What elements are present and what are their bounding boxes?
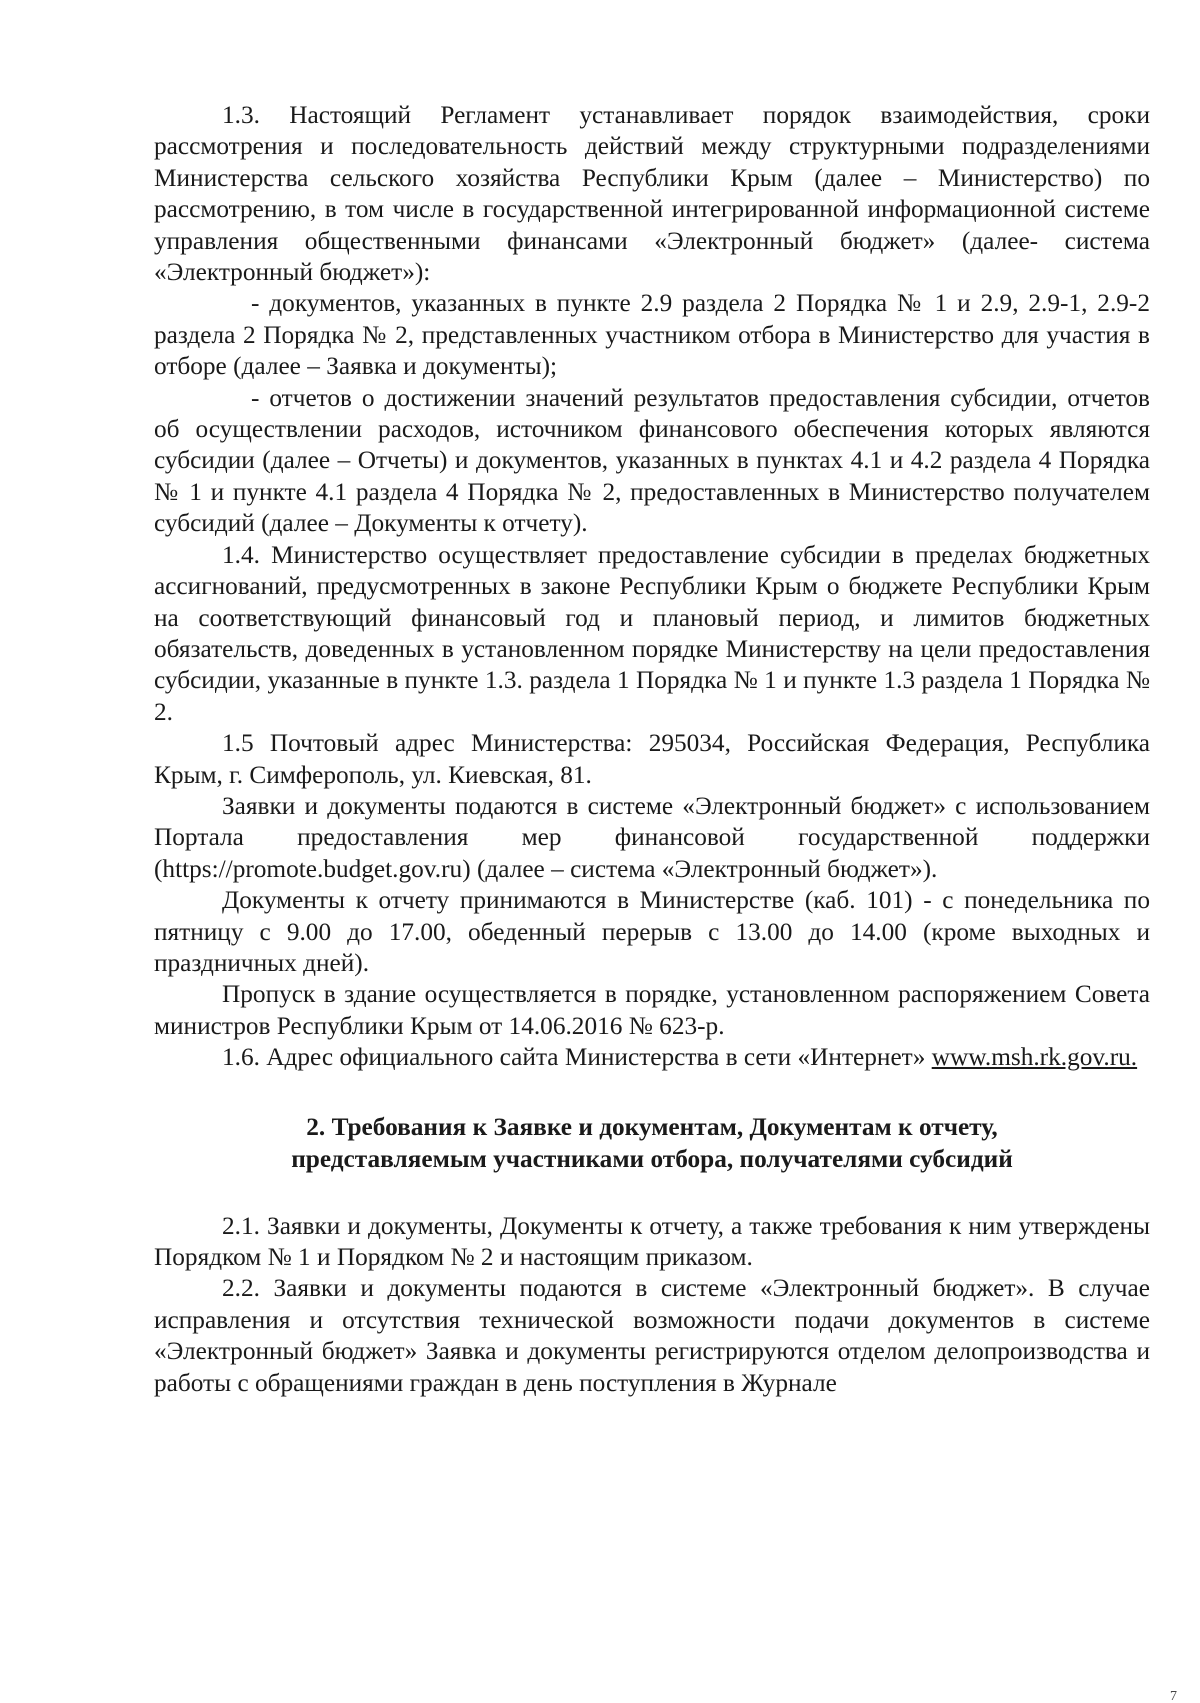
- paragraph-1-5-submission: Заявки и документы подаются в системе «Электронный бюджет» с использованием Портала предоставления мер финансовой государственной поддержки (https://promote.budget.gov.ru) (далее – система «Электронный бюджет»).: [154, 791, 1150, 883]
- paragraph-1-3: 1.3. Настоящий Регламент устанавливает порядок взаимодействия, сроки рассмотрения и последовательность действий между структурными подразделениями Министерства сельского хозяйства Республики Крым (далее – Министерство) по рассмотрению, в том числе в государственной интегрированной информационной системе управления общественными финансами «Электронный бюджет» (далее- система «Электронный бюджет»):: [154, 101, 1150, 287]
- paragraph-1-3-item-b: - отчетов о достижении значений результатов предоставления субсидии, отчетов об осуществлении расходов, источником финансового обеспечения которых являются субсидии (далее – Отчеты) и документов, указанных в пунктах 4.1 и 4.2 раздела 4 Порядка № 1 и пункте 4.1 раздела 4 Порядка № 2, предоставленных в Министерство получателем субсидий (далее – Документы к отчету).: [154, 383, 1150, 538]
- paragraph-1-6-text: 1.6. Адрес официального сайта Министерства в сети «Интернет»: [222, 1043, 926, 1072]
- paragraph-2-1: 2.1. Заявки и документы, Документы к отчету, а также требования к ним утверждены Порядком № 1 и Порядком № 2 и настоящим приказом.: [154, 1211, 1150, 1271]
- paragraph-1-4: 1.4. Министерство осуществляет предоставление субсидии в пределах бюджетных ассигнований, предусмотренных в законе Республики Крым о бюджете Республики Крым на соответствующий финансовый год и плановый период, и лимитов бюджетных обязательств, доведенных в установленном порядке Министерству на цели предоставления субсидии, указанные в пункте 1.3. раздела 1 Порядка № 1 и пункте 1.3 раздела 1 Порядка № 2.: [154, 540, 1150, 726]
- paragraph-2-2: 2.2. Заявки и документы подаются в системе «Электронный бюджет». В случае исправления и отсутствия технической возможности подачи документов в системе «Электронный бюджет» Заявка и документы регистрируются отделом делопроизводства и работы с обращениями граждан в день поступления в Журнале: [154, 1274, 1150, 1397]
- section-2-heading: [154, 1111, 1150, 1175]
- document-page: [154, 100, 1150, 1399]
- paragraph-1-5-access: Пропуск в здание осуществляется в порядке, установленном распоряжением Совета министров Республики Крым от 14.06.2016 № 623-р.: [154, 980, 1150, 1040]
- paragraph-1-6: [154, 1042, 1150, 1073]
- paragraph-1-5-hours: Документы к отчету принимаются в Министерстве (каб. 101) - с понедельника по пятницу с 9.00 до 17.00, обеденный перерыв с 13.00 до 14.00 (кроме выходных и праздничных дней).: [154, 886, 1150, 977]
- paragraph-1-3-item-a: - документов, указанных в пункте 2.9 раздела 2 Порядка № 1 и 2.9, 2.9-1, 2.9-2 раздела 2 Порядка № 2, представленных участником отбора в Министерство для участия в отборе (далее – Заявка и документы);: [154, 289, 1150, 381]
- website-link[interactable]: www.msh.rk.gov.ru.: [931, 1043, 1138, 1072]
- section-2-heading-line-2: представляемым участниками отбора, получателями субсидий: [291, 1144, 1013, 1173]
- section-2-heading-line-1: 2. Требования к Заявке и документам, Документам к отчету,: [306, 1112, 998, 1141]
- page-number: 7: [1170, 1689, 1177, 1703]
- paragraph-1-5: 1.5 Почтовый адрес Министерства: 295034, Российская Федерация, Республика Крым, г. Симферополь, ул. Киевская, 81.: [154, 729, 1150, 789]
